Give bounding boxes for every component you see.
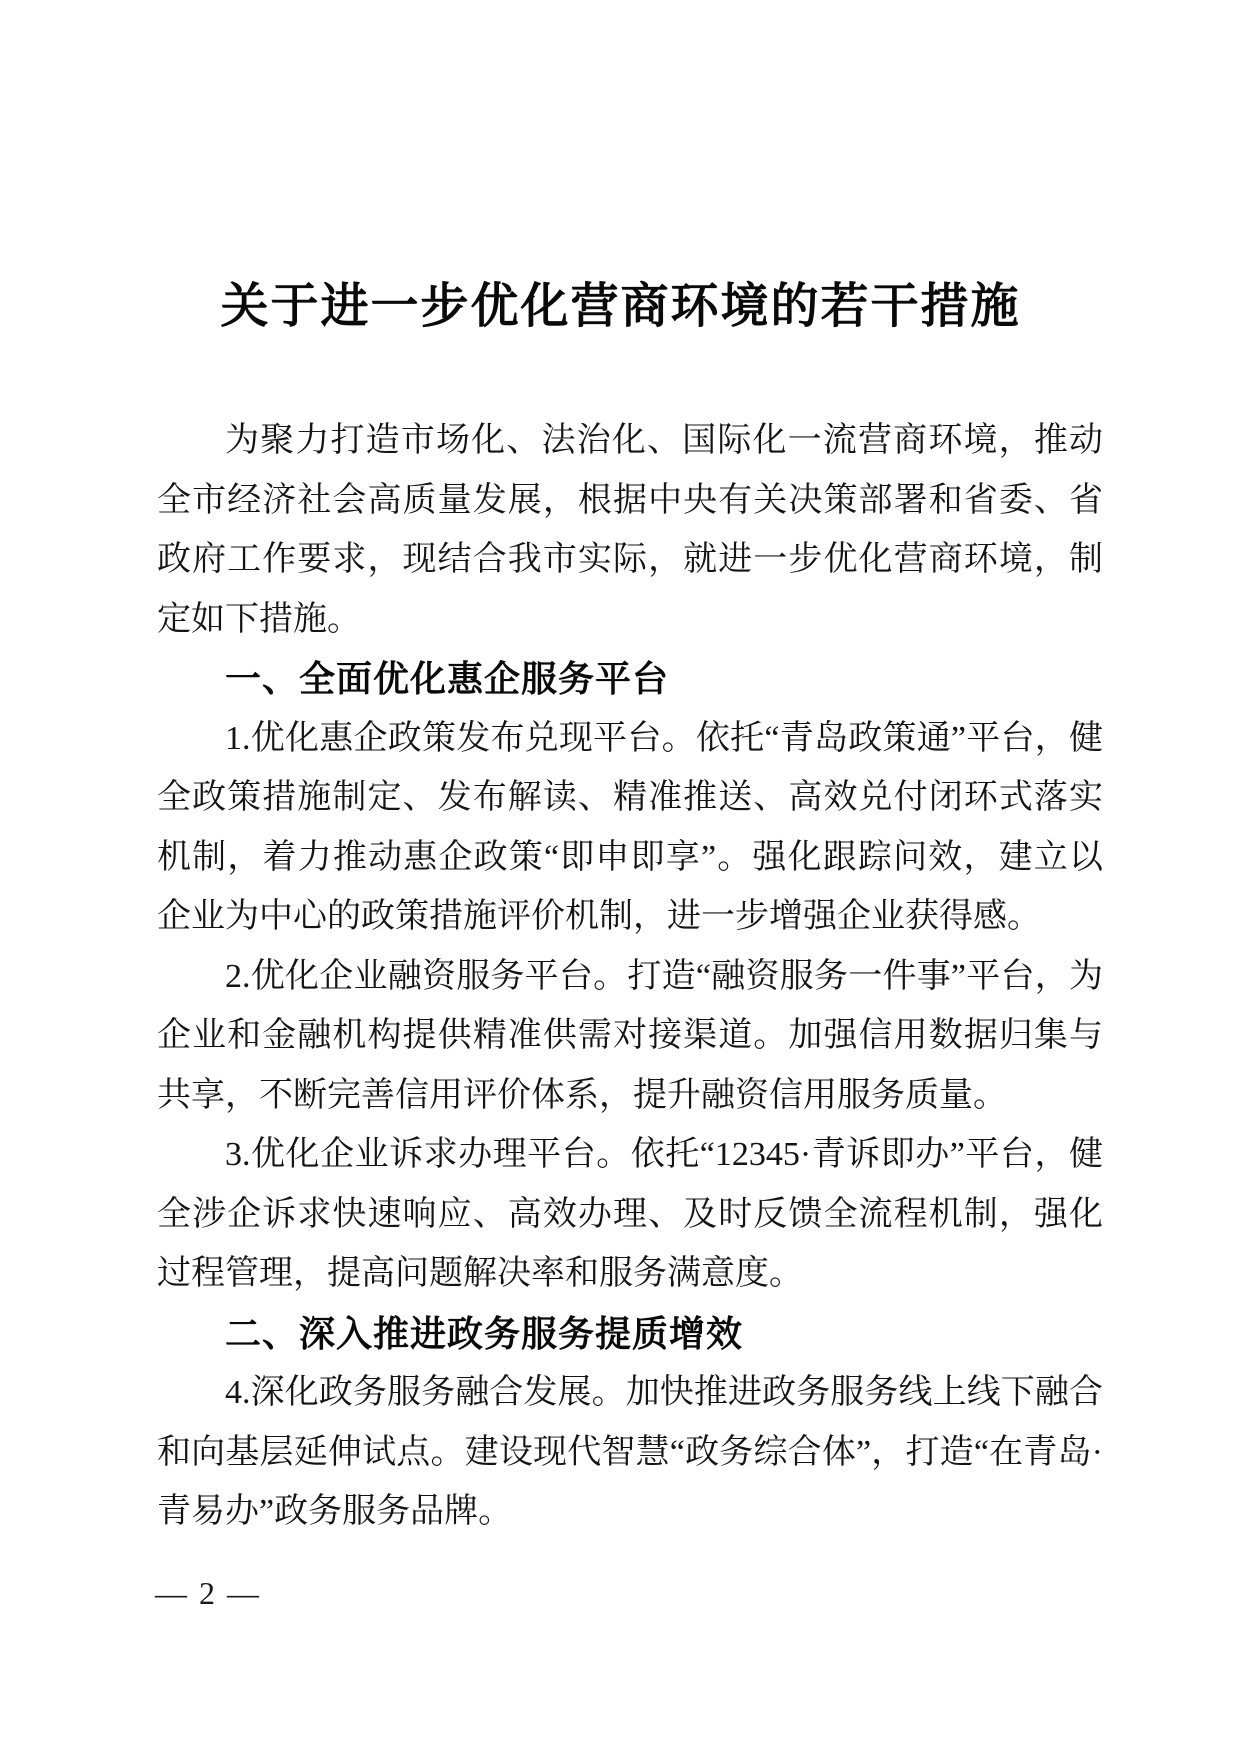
intro-paragraph: 为聚力打造市场化、法治化、国际化一流营商环境，推动全市经济社会高质量发展，根据中央有关决策部署和省委、省政府工作要求，现结合我市实际，就进一步优化营商环境，制定如下措施。 xyxy=(157,422,1103,638)
document-title: 关于进一步优化营商环境的若干措施 xyxy=(220,280,1021,333)
paragraph-item-3: 3.优化企业诉求办理平台。依托“12345·青诉即办”平台，健全涉企诉求快速响应、高效办理、及时反馈全流程机制，强化过程管理，提高问题解决率和服务满意度。 xyxy=(157,1136,1103,1292)
section-heading-1: 一、全面优化惠企服务平台 xyxy=(225,658,670,699)
page-number-footer: — 2 — xyxy=(155,1575,261,1611)
paragraph-item-1: 1.优化惠企政策发布兑现平台。依托“青岛政策通”平台，健全政策措施制定、发布解读、精准推送、高效兑付闭环式落实机制，着力推动惠企政策“即申即享”。强化跟踪问效，建立以企业为中心的政策措施评价机制，进一步增强企业获得感。 xyxy=(157,719,1103,935)
paragraph-item-2: 2.优化企业融资服务平台。打造“融资服务一件事”平台，为企业和金融机构提供精准供需对接渠道。加强信用数据归集与共享，不断完善信用评价体系，提升融资信用服务质量。 xyxy=(157,957,1103,1114)
document-body xyxy=(157,411,1103,1542)
paragraph-item-4: 4.深化政务服务融合发展。加快推进政务服务线上线下融合和向基层延伸试点。建设现代智慧“政务综合体”，打造“在青岛·青易办”政务服务品牌。 xyxy=(157,1374,1103,1530)
section-heading-2: 二、深入推进政务服务提质增效 xyxy=(225,1312,744,1354)
